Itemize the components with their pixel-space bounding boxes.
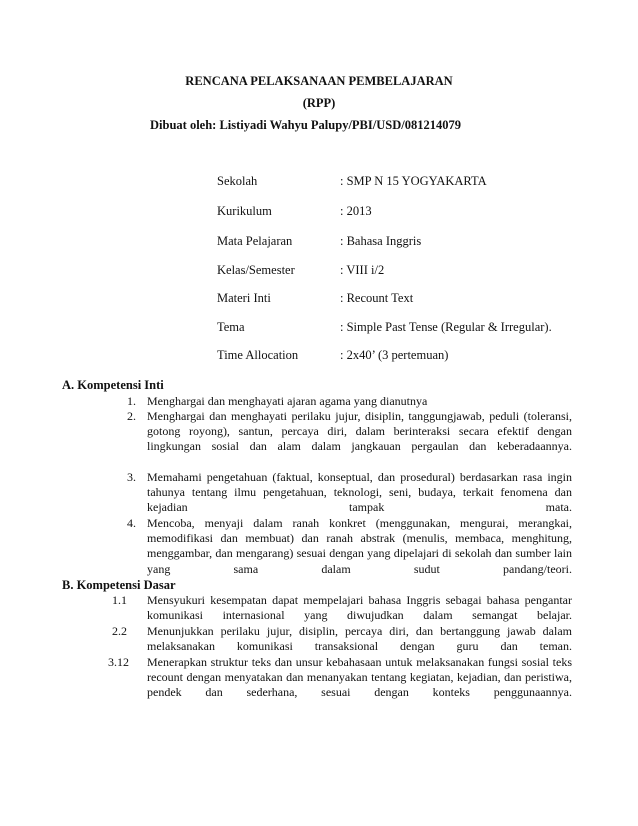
info-label: Mata Pelajaran <box>217 234 293 248</box>
info-label: Sekolah <box>217 174 258 188</box>
info-value: : 2x40’ (3 pertemuan) <box>340 348 449 362</box>
item-text: Menghargai dan menghayati perilaku jujur, disiplin, tanggungjawab, peduli (toleransi, gotong royong), santun, percaya diri, dalam berinteraksi secara efektif dengan lingkungan sosial dan alam dalam jangkauan pergaulan dan keberadaannya. <box>147 409 572 454</box>
item-number: 2.2 <box>112 624 127 638</box>
item-number: 3.12 <box>108 655 129 669</box>
item-number: 1.1 <box>112 593 127 607</box>
item-text: Menghargai dan menghayati ajaran agama yang dianutnya <box>147 394 428 408</box>
section-heading-kompetensi-dasar: B. Kompetensi Dasar <box>62 578 176 592</box>
list-item <box>62 516 572 578</box>
info-value: : SMP N 15 YOGYAKARTA <box>340 174 487 188</box>
item-number: 4. <box>127 516 136 530</box>
info-label: Tema <box>217 320 245 334</box>
info-label: Kurikulum <box>217 204 272 218</box>
info-label: Materi Inti <box>217 291 271 305</box>
info-value: : Recount Text <box>340 291 414 305</box>
info-value: : 2013 <box>340 204 372 218</box>
info-value: : Bahasa Inggris <box>340 234 422 248</box>
info-value: : VIII i/2 <box>340 263 385 277</box>
item-text: Memahami pengetahuan (faktual, konseptual, dan prosedural) berdasarkan rasa ingin tahunya tentang ilmu pengetahuan, teknologi, seni, budaya, terkait fenomena dan kejadian tampak mata. <box>147 470 572 515</box>
item-text: Menunjukkan perilaku jujur, disiplin, percaya diri, dan bertanggung jawab dalam melaksanakan komunikasi transaksional dengan guru dan teman. <box>147 624 572 654</box>
info-label: Time Allocation <box>217 348 299 362</box>
info-label: Kelas/Semester <box>217 263 295 277</box>
list-item <box>62 655 572 702</box>
document-title: RENCANA PELAKSANAAN PEMBELAJARAN <box>185 74 453 88</box>
list-item <box>62 394 572 410</box>
item-number: 1. <box>127 394 136 408</box>
item-text: Menerapkan struktur teks dan unsur kebahasaan untuk melaksanakan fungsi sosial teks recount dengan menyatakan dan menanyakan tentang kegiatan, kejadian, dan peristiwa, pendek dan sederhana, sesuai dengan konteks penggunaannya. <box>147 655 572 700</box>
section-heading-kompetensi-inti: A. Kompetensi Inti <box>62 378 164 392</box>
list-item <box>62 624 572 656</box>
document-subtitle: (RPP) <box>302 96 336 110</box>
author-line: Dibuat oleh: Listiyadi Wahyu Palupy/PBI/USD/081214079 <box>150 118 461 132</box>
list-item <box>62 470 572 517</box>
info-value: : Simple Past Tense (Regular & Irregular). <box>340 320 552 334</box>
list-item <box>62 409 572 471</box>
item-number: 3. <box>127 470 136 484</box>
item-text: Mencoba, menyaji dalam ranah konkret (menggunakan, mengurai, merangkai, memodifikasi dan membuat) dan ranah abstrak (menulis, membaca, menghitung, menggambar, dan mengarang) sesuai dengan yang dipelajari di sekolah dan sumber lain yang sama dalam sudut pandang/teori. <box>147 516 572 576</box>
item-number: 2. <box>127 409 136 423</box>
item-text: Mensyukuri kesempatan dapat mempelajari bahasa Inggris sebagai bahasa pengantar komunikasi internasional yang diwujudkan dalam semangat belajar. <box>147 593 572 623</box>
list-item <box>62 593 572 625</box>
